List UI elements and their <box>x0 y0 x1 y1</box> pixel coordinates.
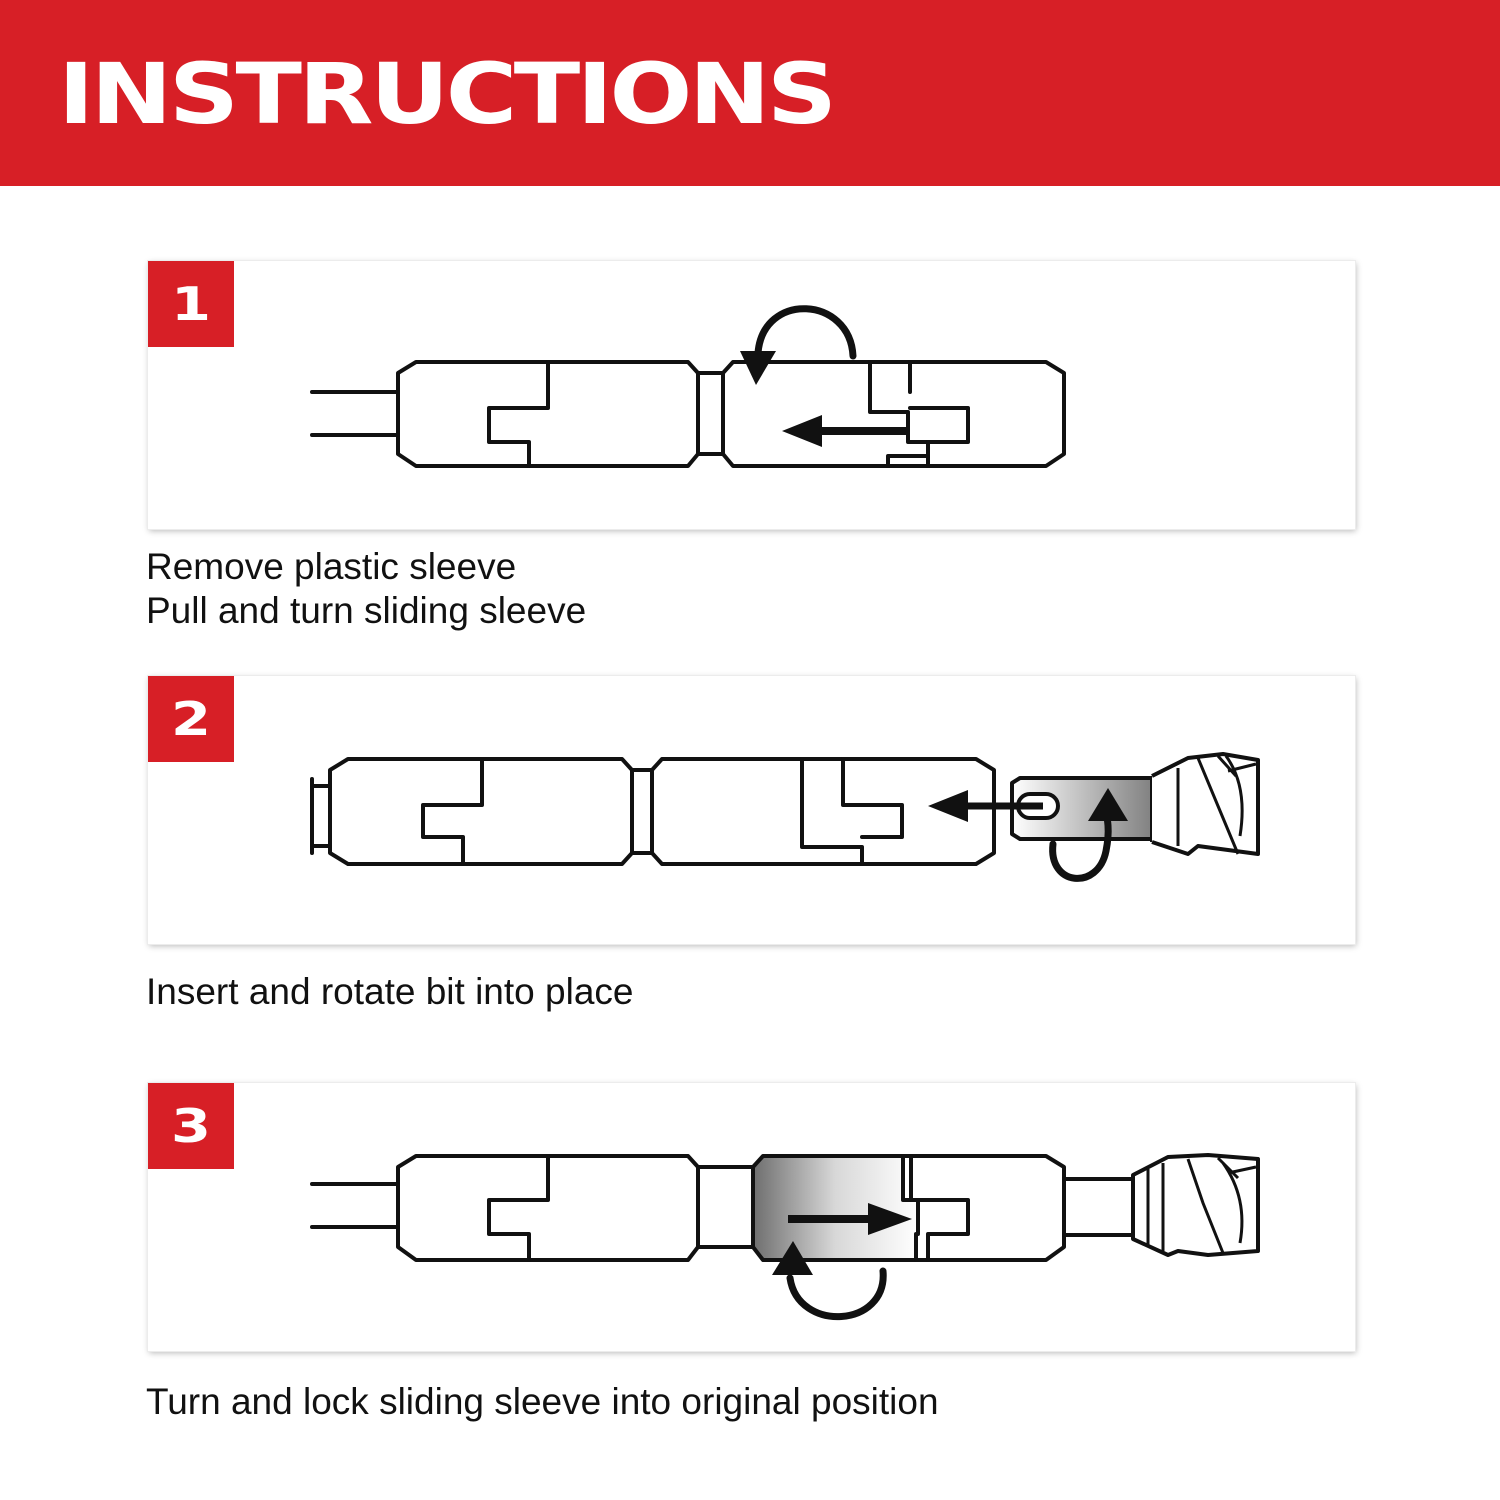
step-1-pull-arrow <box>782 415 910 447</box>
step-1-caption-line-1: Remove plastic sleeve <box>146 546 517 587</box>
page-title: INSTRUCTIONS <box>58 45 834 143</box>
step-3-body-slot <box>489 1156 548 1260</box>
step-2-caption-line-1: Insert and rotate bit into place <box>146 971 634 1012</box>
step-1-panel <box>148 261 1355 529</box>
step-2-illustration <box>148 676 1355 944</box>
step-2-shank <box>312 779 330 853</box>
step-1-caption <box>146 545 586 633</box>
step-2-sleeve-slot <box>802 759 902 864</box>
step-3-caption <box>146 1380 939 1424</box>
step-2-body-slot <box>423 759 482 864</box>
step-2-caption <box>146 970 633 1014</box>
step-2-collar <box>632 770 652 853</box>
step-2-hex-bit <box>1012 754 1258 854</box>
step-2-panel <box>148 676 1355 944</box>
step-1-shank <box>312 392 398 435</box>
step-1-body-slot <box>489 362 548 466</box>
step-1-collar <box>698 373 723 454</box>
step-1-illustration <box>148 261 1355 529</box>
step-3-illustration <box>148 1083 1355 1351</box>
step-1-turn-arrow <box>740 309 853 385</box>
step-3-caption-line-1: Turn and lock sliding sleeve into original position <box>146 1381 939 1422</box>
step-1-number: 1 <box>170 277 212 331</box>
step-3-panel <box>148 1083 1355 1351</box>
step-3-drill-bit <box>1133 1155 1258 1255</box>
step-1-caption-line-2: Pull and turn sliding sleeve <box>146 590 587 631</box>
step-2-number: 2 <box>170 692 212 746</box>
step-3-number: 3 <box>170 1099 212 1153</box>
header-banner <box>0 0 1500 186</box>
step-3-shank <box>312 1184 398 1227</box>
step-3-hex-shank <box>1064 1179 1133 1235</box>
step-3-collar <box>698 1167 753 1247</box>
step-3-sliding-sleeve <box>753 1156 918 1260</box>
